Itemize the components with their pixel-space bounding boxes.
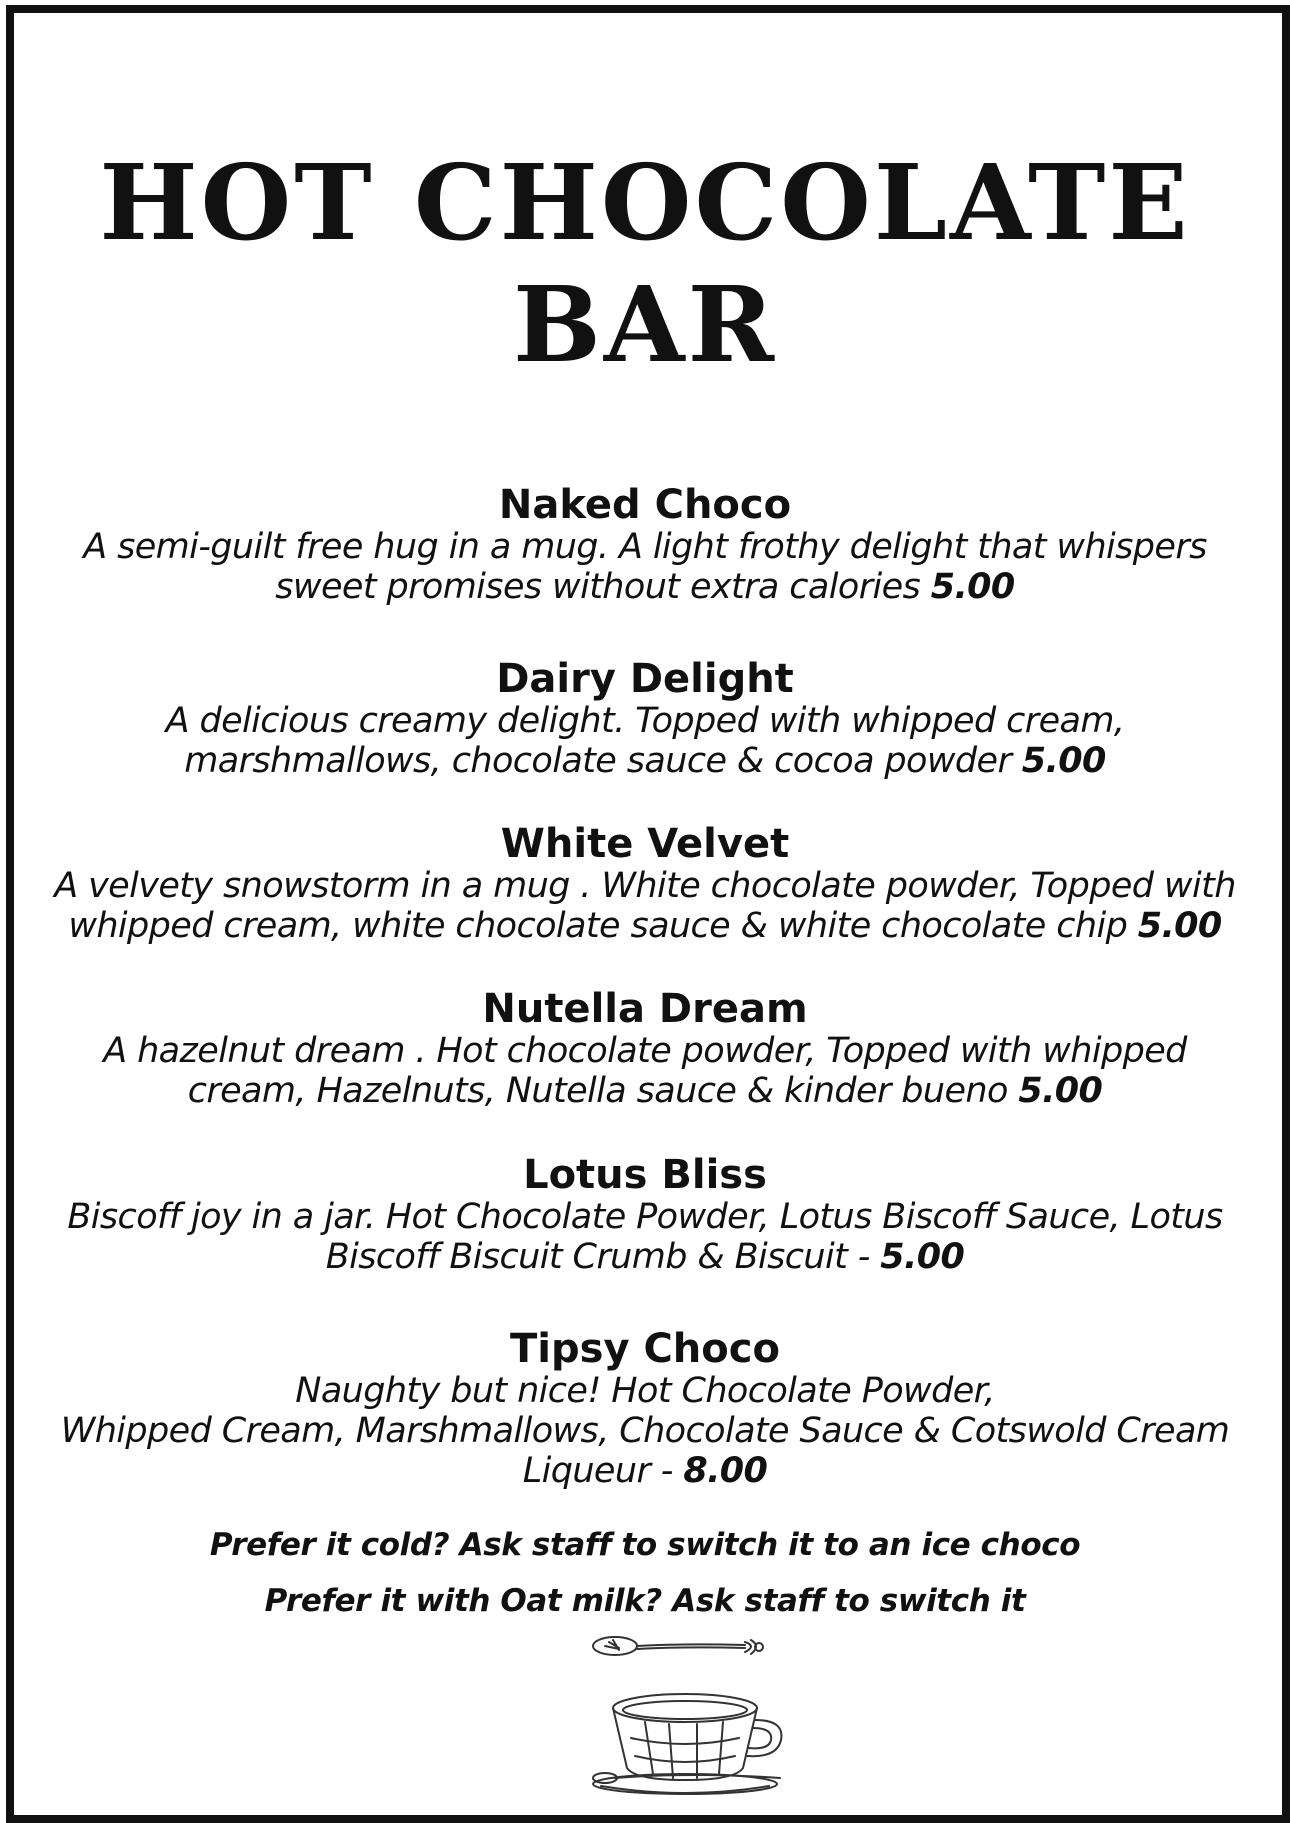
item-description-line1: Naughty but nice! Hot Chocolate Powder, — [295, 1371, 995, 1411]
menu-item-white-velvet — [0, 822, 1290, 946]
item-price: 5.00 — [1137, 906, 1222, 946]
teacup-and-spoon-icon — [575, 1628, 795, 1798]
item-name: Dairy Delight — [496, 656, 794, 702]
menu-title-line2: BAR — [512, 263, 778, 386]
item-description-line2 — [0, 741, 1290, 781]
item-price: 5.00 — [930, 567, 1015, 607]
item-name: White Velvet — [500, 821, 790, 867]
item-description-line1: A semi-guilt free hug in a mug. A light frothy delight that whispers — [83, 527, 1207, 567]
item-description-text: whipped cream, white chocolate sauce & white chocolate chip — [68, 906, 1138, 946]
item-description-line3 — [0, 1451, 1290, 1491]
menu-item-tipsy-choco — [0, 1327, 1290, 1491]
item-description-text: Biscoff Biscuit Crumb & Biscuit - — [325, 1237, 881, 1277]
item-price: 5.00 — [1018, 1071, 1103, 1111]
item-description-text: cream, Hazelnuts, Nutella sauce & kinder bueno — [187, 1071, 1019, 1111]
item-name: Lotus Bliss — [523, 1152, 767, 1198]
note-oat-milk-option: Prefer it with Oat milk? Ask staff to switch it — [264, 1583, 1026, 1619]
menu-item-lotus-bliss — [0, 1153, 1290, 1277]
note-cold-option: Prefer it cold? Ask staff to switch it to an ice choco — [209, 1527, 1081, 1563]
item-description-line2: Whipped Cream, Marshmallows, Chocolate Sauce & Cotswold Cream — [60, 1411, 1230, 1451]
item-description-line2 — [0, 1071, 1290, 1111]
item-description-line1: A hazelnut dream . Hot chocolate powder, Topped with whipped — [103, 1031, 1187, 1071]
item-price: 5.00 — [880, 1237, 965, 1277]
menu-item-nutella-dream — [0, 987, 1290, 1111]
item-price: 8.00 — [683, 1451, 768, 1491]
item-description-line1: A velvety snowstorm in a mug . White chocolate powder, Topped with — [54, 866, 1236, 906]
item-description-line1: Biscoff joy in a jar. Hot Chocolate Powder, Lotus Biscoff Sauce, Lotus — [67, 1197, 1223, 1237]
item-price: 5.00 — [1021, 741, 1106, 781]
item-description-line2 — [0, 567, 1290, 607]
item-description-text: Liqueur - — [522, 1451, 684, 1491]
item-name: Naked Choco — [498, 482, 792, 528]
menu-item-dairy-delight — [0, 657, 1290, 781]
item-description-text: marshmallows, chocolate sauce & cocoa powder — [184, 741, 1022, 781]
item-description-line2 — [0, 906, 1290, 946]
menu-title-line1: HOT CHOCOLATE — [99, 141, 1191, 264]
item-description-line2 — [0, 1237, 1290, 1277]
item-description-line1: A delicious creamy delight. Topped with whipped cream, — [165, 701, 1125, 741]
item-name: Tipsy Choco — [510, 1326, 780, 1372]
menu-item-naked-choco — [0, 483, 1290, 607]
item-description-text: sweet promises without extra calories — [275, 567, 931, 607]
item-name: Nutella Dream — [482, 986, 808, 1032]
